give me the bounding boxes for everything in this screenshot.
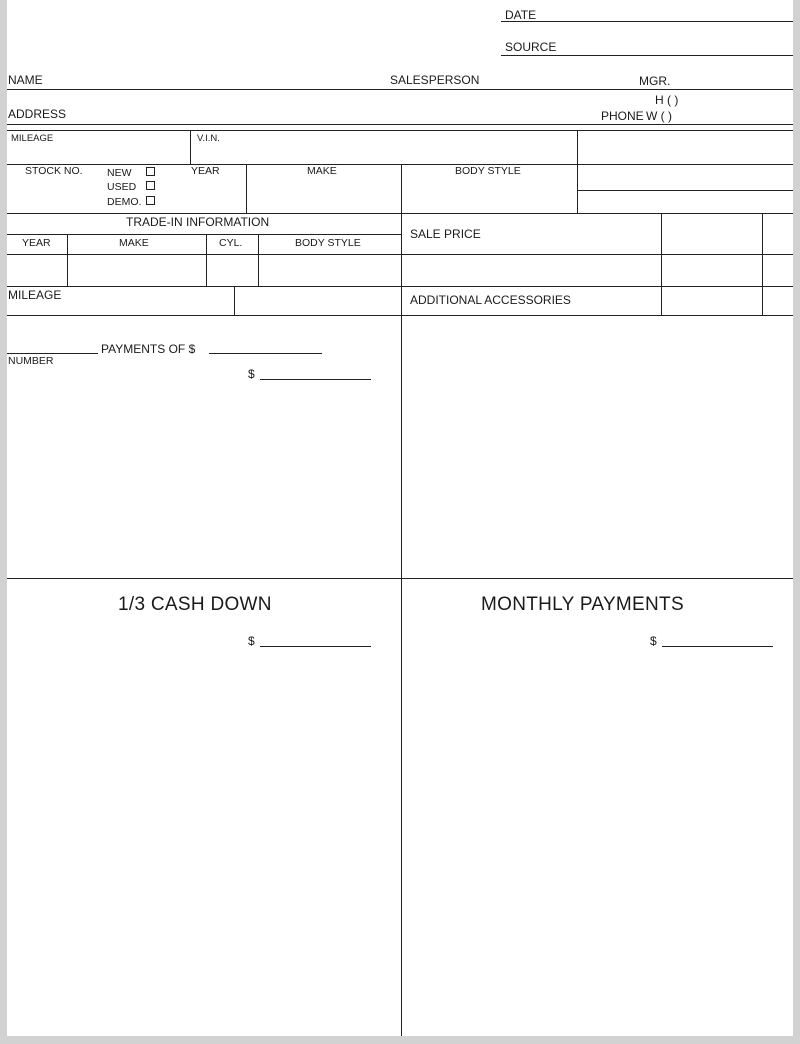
trade-year-label: YEAR: [22, 237, 51, 249]
trade-year-make-divider: [67, 234, 68, 286]
number-label: NUMBER: [8, 355, 54, 367]
trade-cyl-label: CYL.: [219, 237, 243, 249]
monthly-payments-title: MONTHLY PAYMENTS: [481, 594, 684, 615]
trade-cyl-bodystyle-divider: [258, 234, 259, 286]
worksheet-sheet: [7, 0, 793, 1036]
vehicle-section-bottom-line: [7, 213, 793, 214]
make-bodystyle-divider: [401, 164, 402, 213]
payments-dollar-sign: $: [248, 367, 255, 381]
price-column-divider-2: [762, 213, 763, 315]
trade-mileage-divider: [234, 286, 235, 315]
cash-down-amount-line[interactable]: [260, 646, 371, 647]
additional-accessories-label: ADDITIONAL ACCESSORIES: [410, 293, 571, 307]
vin-row-bottom-line: [7, 164, 793, 165]
payments-of-label: PAYMENTS OF $: [101, 342, 196, 356]
vehicle-right-column-divider: [577, 130, 578, 213]
used-checkbox[interactable]: [146, 181, 155, 190]
stock-no-label: STOCK NO.: [25, 165, 83, 177]
phone-label: PHONE: [601, 109, 644, 123]
address-field-line[interactable]: [7, 124, 793, 125]
cash-down-dollar-sign: $: [248, 634, 255, 648]
trade-make-cyl-divider: [206, 234, 207, 286]
year-make-divider: [246, 164, 247, 213]
mileage-label: MILEAGE: [11, 133, 54, 144]
price-column-divider-1: [661, 213, 662, 315]
mileage-vin-divider: [190, 130, 191, 164]
right-column-row-line: [577, 190, 793, 191]
name-label: NAME: [8, 73, 43, 87]
trade-make-label: MAKE: [119, 237, 149, 249]
cash-down-title: 1/3 CASH DOWN: [118, 594, 272, 615]
source-field-line[interactable]: [501, 55, 793, 56]
payments-amount-line[interactable]: [209, 353, 322, 354]
upper-section-bottom-line: [7, 315, 793, 316]
monthly-payments-amount-line[interactable]: [662, 646, 773, 647]
trade-in-title: TRADE-IN INFORMATION: [126, 215, 270, 229]
phone-home-label: H ( ): [655, 93, 679, 107]
make-label: MAKE: [307, 165, 337, 177]
trade-columns-line: [7, 254, 793, 255]
salesperson-label: SALESPERSON: [390, 73, 480, 87]
name-field-line[interactable]: [7, 89, 793, 90]
phone-work-label: W ( ): [646, 109, 672, 123]
vin-label: V.I.N.: [197, 133, 220, 144]
year-label: YEAR: [191, 165, 220, 177]
trade-mileage-label: MILEAGE: [8, 288, 62, 302]
number-field-line[interactable]: [7, 353, 98, 354]
payments-total-line[interactable]: [260, 379, 371, 380]
demo-checkbox[interactable]: [146, 196, 155, 205]
mgr-label: MGR.: [639, 74, 671, 88]
address-label: ADDRESS: [8, 107, 67, 121]
center-column-divider: [401, 213, 402, 1036]
trade-values-line: [7, 286, 793, 287]
new-checkbox[interactable]: [146, 167, 155, 176]
body-style-label: BODY STYLE: [455, 165, 521, 177]
trade-body-style-label: BODY STYLE: [295, 237, 361, 249]
date-label: DATE: [505, 8, 537, 22]
source-label: SOURCE: [505, 40, 557, 54]
used-label: USED: [107, 181, 137, 193]
demo-label: DEMO.: [107, 196, 142, 208]
sale-price-label: SALE PRICE: [410, 227, 481, 241]
date-field-line[interactable]: [501, 21, 793, 22]
monthly-payments-dollar-sign: $: [650, 634, 657, 648]
new-label: NEW: [107, 167, 132, 179]
bottom-section-top-line: [7, 578, 793, 579]
vehicle-section-top-border: [7, 130, 793, 131]
